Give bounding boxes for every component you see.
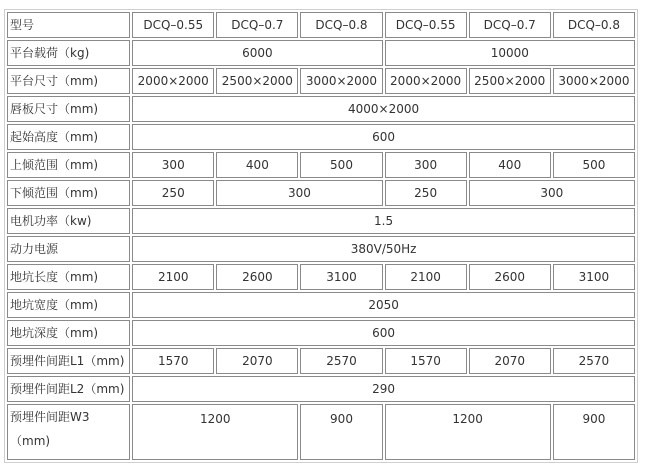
- spec-value: 3100: [553, 264, 635, 290]
- spec-value: 3000×2000: [300, 68, 382, 94]
- spec-value: 1200: [385, 404, 551, 460]
- spec-value: 290: [132, 376, 635, 402]
- spec-label: 预埋件间距L1（mm): [7, 348, 130, 374]
- spec-label: 地坑宽度（mm): [7, 292, 130, 318]
- spec-label: 预埋件间距L2（mm): [7, 376, 130, 402]
- spec-label: 下倾范围（mm): [7, 180, 130, 206]
- spec-value: 250: [132, 180, 214, 206]
- spec-label: 地坑长度（mm): [7, 264, 130, 290]
- spec-row: [7, 124, 635, 150]
- spec-value: 300: [132, 152, 214, 178]
- spec-value: 1200: [132, 404, 298, 460]
- spec-value: 2000×2000: [132, 68, 214, 94]
- spec-label: 动力电源: [7, 236, 130, 262]
- spec-value: 1570: [385, 348, 467, 374]
- model-header: DCQ–0.8: [300, 12, 382, 38]
- spec-row: [7, 208, 635, 234]
- header-row: [7, 12, 635, 38]
- spec-value: 2600: [216, 264, 298, 290]
- spec-value: 2100: [132, 264, 214, 290]
- spec-value: 600: [132, 124, 635, 150]
- spec-value: 6000: [132, 40, 382, 66]
- spec-value: 2000×2000: [385, 68, 467, 94]
- spec-value: 2500×2000: [469, 68, 551, 94]
- model-header: DCQ–0.8: [553, 12, 635, 38]
- spec-table: [4, 9, 638, 463]
- spec-value: 2570: [553, 348, 635, 374]
- model-header: DCQ–0.55: [385, 12, 467, 38]
- spec-value: 2600: [469, 264, 551, 290]
- spec-label: 唇板尺寸（mm): [7, 96, 130, 122]
- spec-row: [7, 348, 635, 374]
- spec-value: 2570: [300, 348, 382, 374]
- model-header: DCQ–0.55: [132, 12, 214, 38]
- spec-value: 2070: [216, 348, 298, 374]
- spec-table-body: [7, 12, 635, 460]
- spec-value: 400: [469, 152, 551, 178]
- spec-row: [7, 264, 635, 290]
- spec-label: 地坑深度（mm): [7, 320, 130, 346]
- spec-label: 上倾范围（mm): [7, 152, 130, 178]
- spec-value: 2070: [469, 348, 551, 374]
- spec-value: 300: [469, 180, 635, 206]
- spec-value: 2500×2000: [216, 68, 298, 94]
- spec-row: [7, 96, 635, 122]
- spec-value: 900: [553, 404, 635, 460]
- spec-row: [7, 376, 635, 402]
- spec-label: 预埋件间距W3（mm): [7, 404, 130, 460]
- header-label: 型号: [7, 12, 130, 38]
- spec-value: 500: [553, 152, 635, 178]
- spec-row: [7, 68, 635, 94]
- spec-value: 600: [132, 320, 635, 346]
- spec-row: [7, 320, 635, 346]
- model-header: DCQ–0.7: [216, 12, 298, 38]
- spec-row: [7, 152, 635, 178]
- spec-label: 起始高度（mm): [7, 124, 130, 150]
- spec-value: 900: [300, 404, 382, 460]
- spec-value: 10000: [385, 40, 635, 66]
- model-header: DCQ–0.7: [469, 12, 551, 38]
- spec-value: 4000×2000: [132, 96, 635, 122]
- spec-value: 1570: [132, 348, 214, 374]
- spec-label: 电机功率（kw): [7, 208, 130, 234]
- spec-label: 平台载荷（kg): [7, 40, 130, 66]
- spec-value: 380V/50Hz: [132, 236, 635, 262]
- spec-value: 3100: [300, 264, 382, 290]
- spec-value: 250: [385, 180, 467, 206]
- spec-value: 400: [216, 152, 298, 178]
- spec-label: 平台尺寸（mm): [7, 68, 130, 94]
- spec-value: 500: [300, 152, 382, 178]
- spec-value: 3000×2000: [553, 68, 635, 94]
- spec-value: 300: [385, 152, 467, 178]
- spec-value: 300: [216, 180, 382, 206]
- spec-value: 1.5: [132, 208, 635, 234]
- spec-row: [7, 404, 635, 460]
- spec-row: [7, 292, 635, 318]
- spec-value: 2050: [132, 292, 635, 318]
- spec-row: [7, 180, 635, 206]
- spec-row: [7, 236, 635, 262]
- spec-row: [7, 40, 635, 66]
- spec-value: 2100: [385, 264, 467, 290]
